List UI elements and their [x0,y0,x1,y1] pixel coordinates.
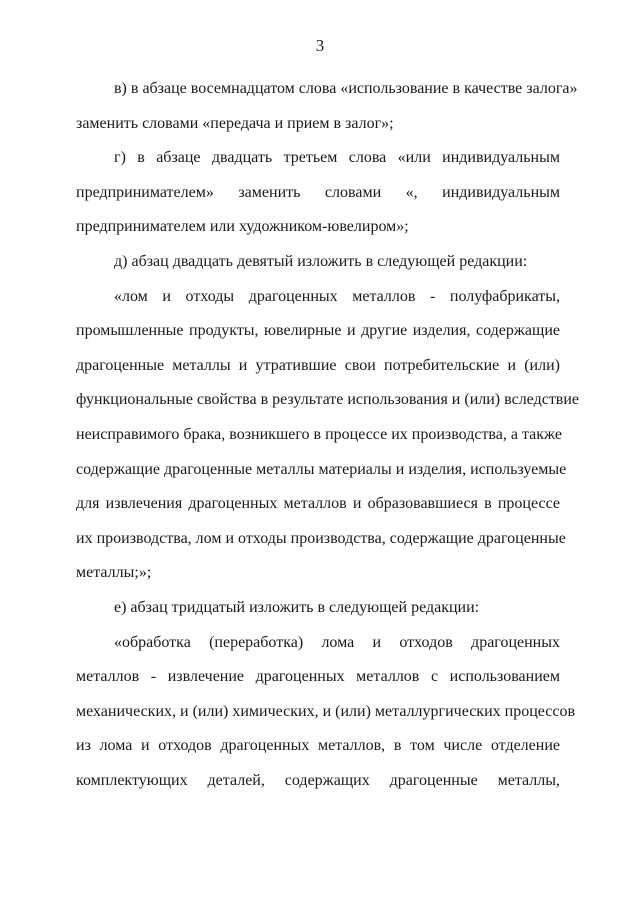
text-line: драгоценные металлы и утратившие свои потребительские и (или) [76,356,560,374]
page-number: 3 [315,36,325,55]
text-line: металлы;»; [76,564,152,582]
text-line: предпринимателем» заменить словами «, индивидуальным [76,183,560,201]
text-line: е) абзац тридцатый изложить в следующей редакции: [114,598,480,616]
text-line: их производства, лом и отходы производства, содержащие драгоценные [76,529,566,547]
text-line: комплектующих деталей, содержащих драгоценные металлы, [76,771,560,789]
text-line: из лома и отходов драгоценных металлов, в том числе отделение [76,737,560,755]
text-line: неисправимого брака, возникшего в процессе их производства, а также [76,425,562,443]
text-line: металлов - извлечение драгоценных металлов с использованием [76,668,560,686]
text-line: заменить словами «передача и прием в залог»; [76,114,394,132]
text-line: содержащие драгоценные металлы материалы и изделия, используемые [76,460,567,478]
text-line: для извлечения драгоценных металлов и образовавшиеся в процессе [76,495,560,513]
text-line: промышленные продукты, ювелирные и другие изделия, содержащие [76,322,560,340]
text-line: «лом и отходы драгоценных металлов - полуфабрикаты, [114,287,560,305]
text-line: г) в абзаце двадцать третьем слова «или индивидуальным [114,149,560,167]
text-line: в) в абзаце восемнадцатом слова «использование в качестве залога» [114,80,578,97]
text-line: предпринимателем или художником-ювелиром»; [76,218,409,236]
text-line: «обработка (переработка) лома и отходов драгоценных [114,633,560,651]
document-body [76,72,580,798]
text-line: механических, и (или) химических, и (или) металлургических процессов [76,702,576,720]
text-line: функциональные свойства в результате использования и (или) вследствие [76,391,580,409]
text-line: д) абзац двадцать девятый изложить в следующей редакции: [114,252,528,270]
